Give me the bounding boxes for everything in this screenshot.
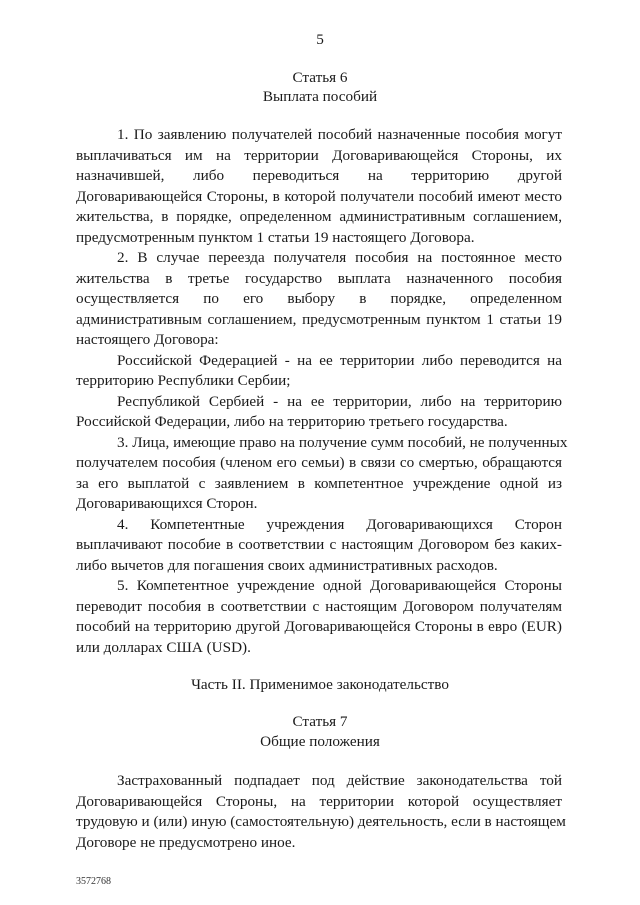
text-line: Российской Федерацией - на ее территории либо переводится на xyxy=(117,352,562,369)
page-number: 5 xyxy=(316,31,324,48)
text-line: 5. Компетентное учреждение одной Договаривающейся Стороны xyxy=(117,577,562,594)
text-line: административным соглашением, предусмотренным пунктом 1 статьи 19 xyxy=(76,311,562,328)
text-line: Договоре не предусмотрено иное. xyxy=(76,834,296,851)
article-7-title: Статья 7 xyxy=(292,713,348,730)
part-2-heading: Часть II. Применимое законодательство xyxy=(191,676,449,693)
text-line: выплачивают пособие в соответствии с настоящим Договором без каких- xyxy=(76,536,562,553)
text-line: выплачиваться им на территории Договаривающейся Стороны, их xyxy=(76,147,562,164)
text-line: 3. Лица, имеющие право на получение сумм пособий, не полученных xyxy=(117,434,568,451)
text-line: 1. По заявлению получателей пособий назначенные пособия могут xyxy=(117,126,562,143)
article-6-subtitle: Выплата пособий xyxy=(262,88,378,105)
text-line: Договаривающейся Стороны, на территории которой осуществляет xyxy=(76,793,562,810)
text-line: предусмотренным пунктом 1 статьи 19 настоящего Договора. xyxy=(76,229,475,246)
text-line: Республикой Сербией - на ее территории, либо на территорию xyxy=(117,393,562,410)
text-line: или долларах США (USD). xyxy=(76,639,251,656)
text-line: 2. В случае переезда получателя пособия на постоянное место xyxy=(117,249,562,266)
text-line: осуществляется по его выбору в порядке, определенном xyxy=(76,290,562,307)
text-line: переводит пособия в соответствии с настоящим Договором получателям xyxy=(76,598,562,615)
document-code: 3572768 xyxy=(76,876,111,887)
article-6-title: Статья 6 xyxy=(292,69,348,86)
text-line: Договаривающейся Стороны, в которой получатели пособий имеют место xyxy=(76,188,562,205)
text-line: жительства в третье государство выплата назначенного пособия xyxy=(76,270,562,287)
text-line: Застрахованный подпадает под действие законодательства той xyxy=(117,772,562,789)
text-line: получателем пособия (членом его семьи) в связи со смертью, обращаются xyxy=(76,454,562,471)
text-line: настоящего Договора: xyxy=(76,331,219,348)
text-line: пособий на территорию другой Договаривающейся Стороны в евро (EUR) xyxy=(76,618,562,635)
text-line: Договаривающихся Сторон. xyxy=(76,495,258,512)
text-line: жительства, в порядке, определенном административным соглашением, xyxy=(76,208,562,225)
article-7-subtitle: Общие положения xyxy=(260,733,380,750)
text-line: трудовую и (или) иную (самостоятельную) деятельность, если в настоящем xyxy=(76,813,566,830)
text-line: либо вычетов для погашения своих административных расходов. xyxy=(76,557,498,574)
text-line: за его выплатой с заявлением в компетентное учреждение одной из xyxy=(76,475,562,492)
text-line: назначившей, либо переводиться на территорию другой xyxy=(76,167,562,184)
text-line: территорию Республики Сербии; xyxy=(76,372,291,389)
text-line: 4. Компетентные учреждения Договаривающихся Сторон xyxy=(117,516,562,533)
text-line: Российской Федерации, либо на территорию третьего государства. xyxy=(76,413,508,430)
